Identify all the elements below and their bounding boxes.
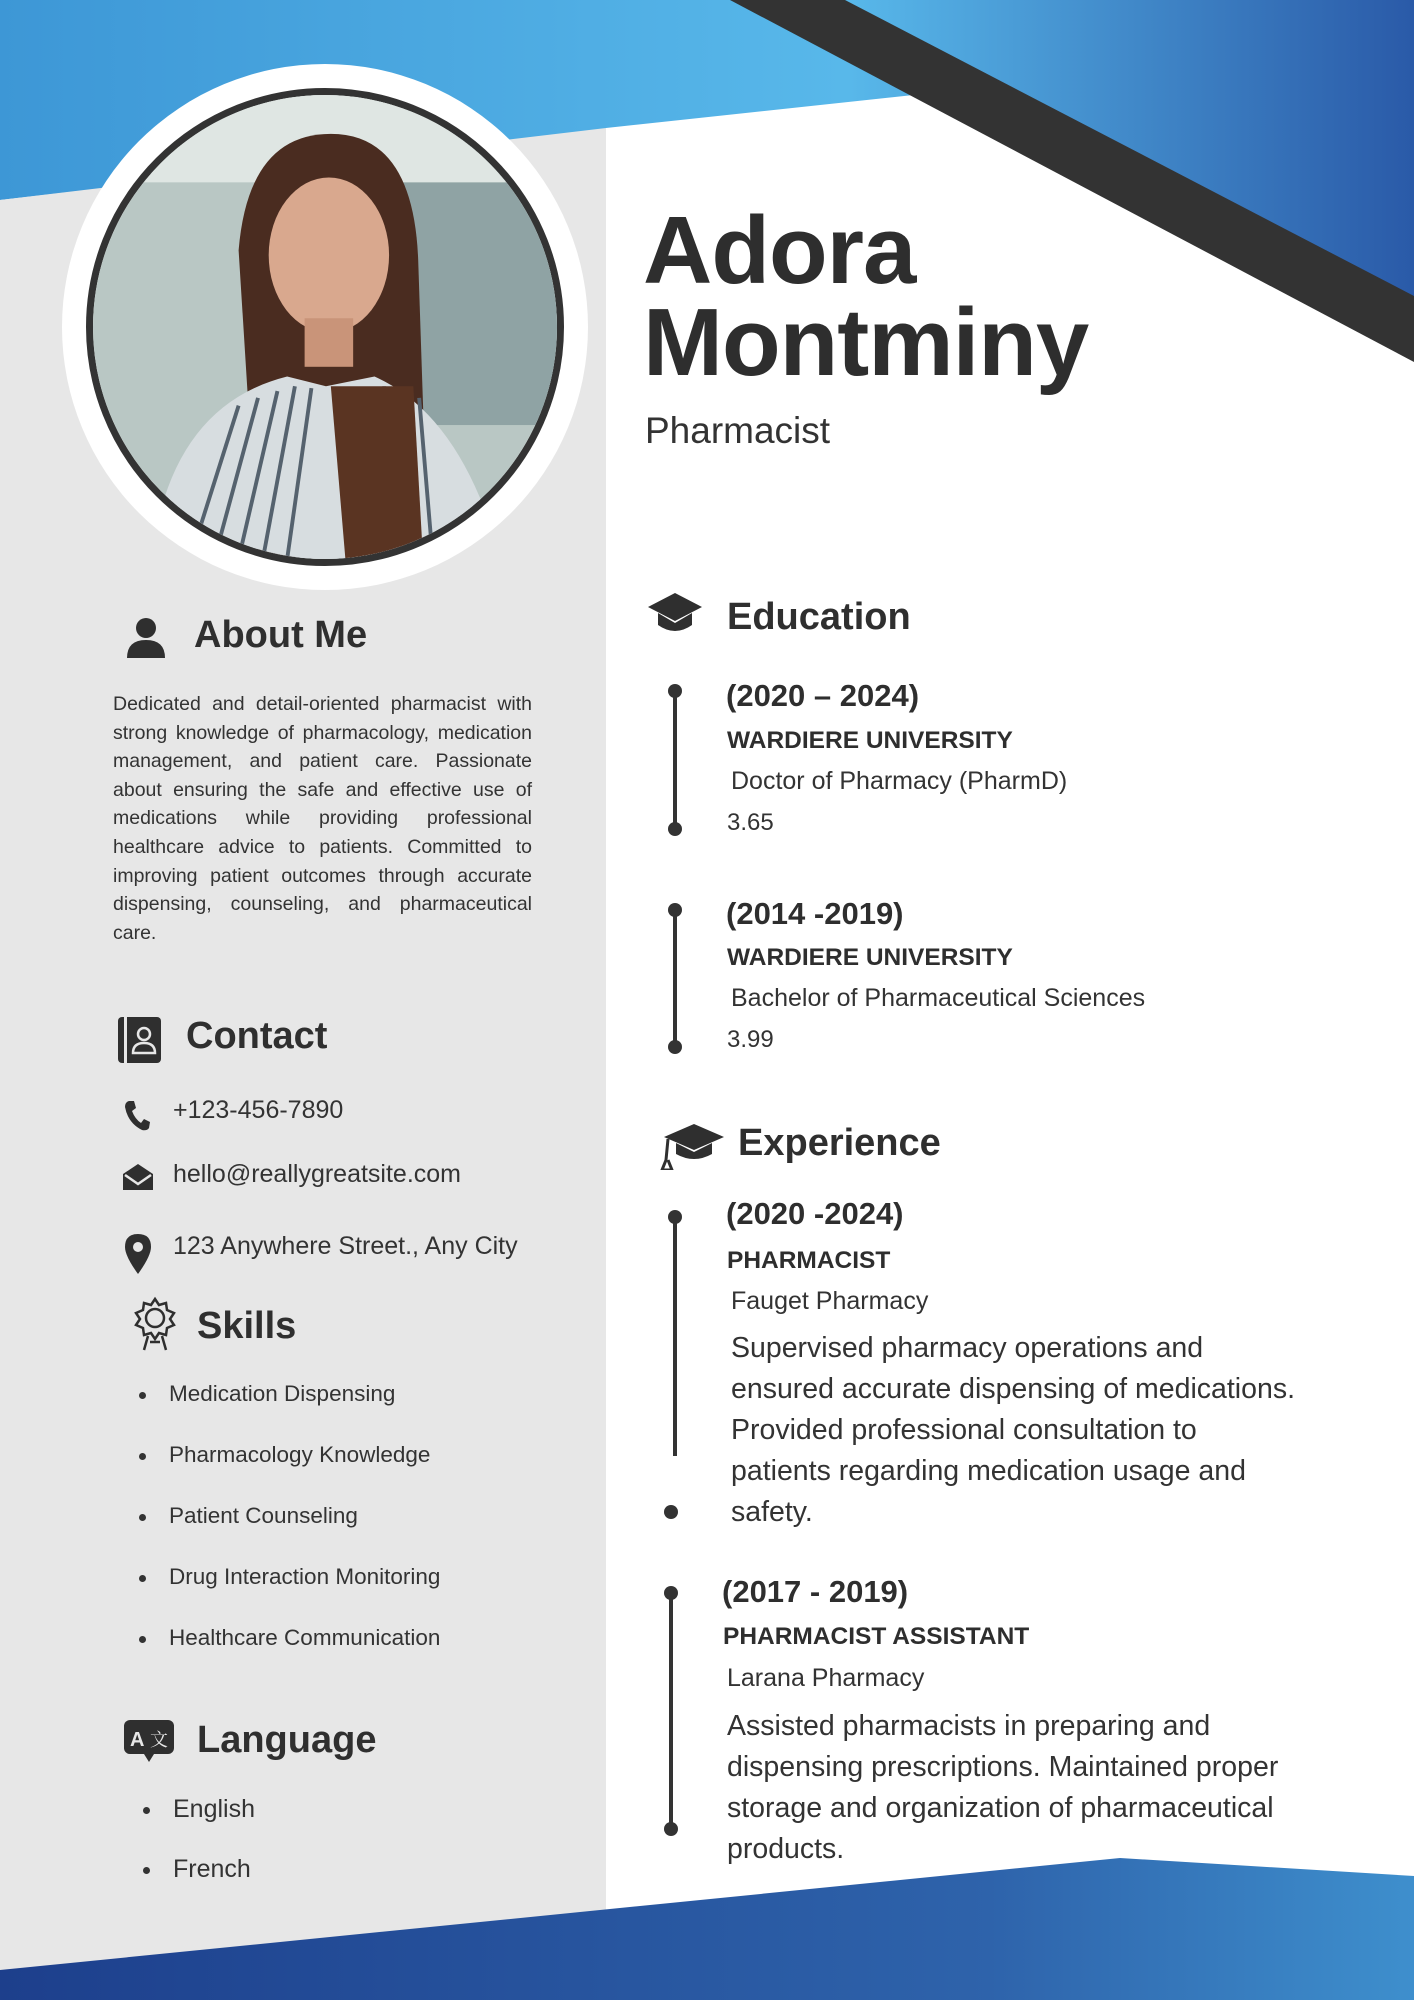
graduation-cap-icon xyxy=(660,1124,724,1170)
education-gpa: 3.65 xyxy=(727,809,774,836)
experience-role: PHARMACIST xyxy=(727,1247,891,1274)
email-address[interactable]: hello@reallygreatsite.com xyxy=(173,1160,462,1188)
envelope-icon xyxy=(123,1164,153,1190)
language-item: English xyxy=(143,1795,255,1855)
skills-list xyxy=(139,1381,440,1686)
skill-item: Patient Counseling xyxy=(139,1503,440,1564)
first-name: Adora xyxy=(643,197,916,304)
experience-company: Fauget Pharmacy xyxy=(731,1287,929,1315)
svg-text:文: 文 xyxy=(150,1730,168,1751)
graduation-cap-icon xyxy=(648,593,702,637)
experience-years: (2017 - 2019) xyxy=(722,1574,909,1609)
education-degree: Doctor of Pharmacy (PharmD) xyxy=(731,767,1068,795)
translate-icon xyxy=(124,1720,174,1762)
about-text: Dedicated and detail-oriented pharmacist with strong knowledge of pharmacology, medication management, and patient care. Passionate about ensuring the safe and effective use of medications while providing professional healthcare advice to patients. Committed to improving patient outcomes through accurate dispensing, counseling, and pharmaceutical care. xyxy=(113,693,532,944)
svg-text:A: A xyxy=(130,1729,145,1751)
education-institution: WARDIERE UNIVERSITY xyxy=(727,727,1013,754)
skill-item: Drug Interaction Monitoring xyxy=(139,1564,440,1625)
skills-heading: Skills xyxy=(197,1305,297,1347)
language-item: French xyxy=(143,1855,255,1915)
about-heading: About Me xyxy=(194,614,368,656)
person-name xyxy=(643,197,1089,396)
gear-icon xyxy=(130,1296,180,1352)
education-institution: WARDIERE UNIVERSITY xyxy=(727,944,1013,971)
experience-years: (2020 -2024) xyxy=(726,1196,904,1231)
person-icon xyxy=(125,616,167,658)
skill-item: Medication Dispensing xyxy=(139,1381,440,1442)
street-address: 123 Anywhere Street., Any City xyxy=(173,1232,518,1260)
last-name: Montminy xyxy=(643,289,1089,396)
education-gpa: 3.99 xyxy=(727,1026,774,1053)
experience-description: Supervised pharmacy operations and ensured accurate dispensing of medications. Provided professional consultation to patients regarding medication usage and safety. xyxy=(731,1332,1296,1528)
skill-item: Pharmacology Knowledge xyxy=(139,1442,440,1503)
experience-company: Larana Pharmacy xyxy=(727,1664,925,1692)
experience-description: Assisted pharmacists in preparing and dispensing prescriptions. Maintained proper storage and organization of pharmaceutical products. xyxy=(727,1710,1279,1865)
experience-heading: Experience xyxy=(738,1122,941,1164)
language-heading: Language xyxy=(197,1719,377,1761)
job-title: Pharmacist xyxy=(645,410,831,451)
map-pin-icon xyxy=(125,1234,151,1274)
contact-card-icon xyxy=(118,1017,161,1063)
education-years: (2014 -2019) xyxy=(726,896,904,931)
language-list xyxy=(143,1795,255,1915)
profile-photo xyxy=(86,88,564,566)
skill-item: Healthcare Communication xyxy=(139,1625,440,1686)
contact-heading: Contact xyxy=(186,1015,328,1057)
experience-role: PHARMACIST ASSISTANT xyxy=(723,1623,1030,1650)
education-years: (2020 – 2024) xyxy=(726,678,920,713)
education-heading: Education xyxy=(727,596,911,638)
phone-icon xyxy=(124,1099,150,1131)
education-degree: Bachelor of Pharmaceutical Sciences xyxy=(731,984,1146,1012)
phone-number[interactable]: +123-456-7890 xyxy=(173,1096,344,1124)
